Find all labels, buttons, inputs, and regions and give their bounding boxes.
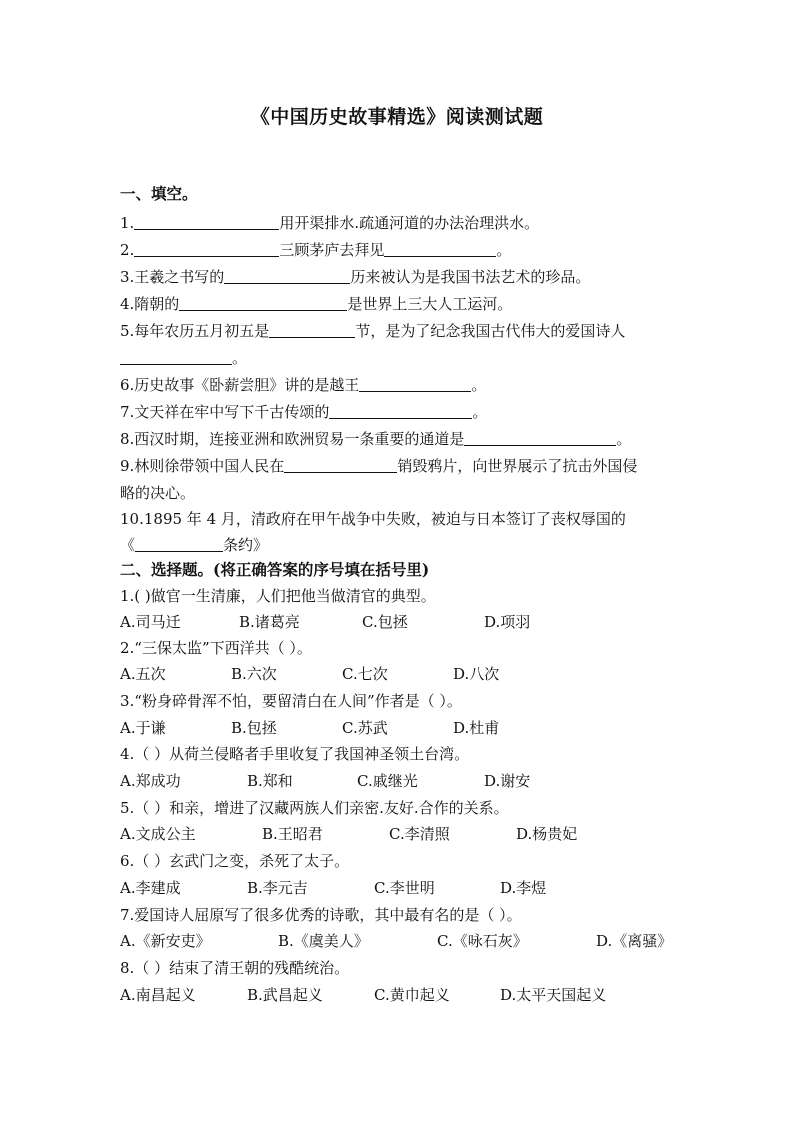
q2-blank-2[interactable]: [384, 240, 496, 257]
q2-blank-1[interactable]: [134, 240, 279, 257]
mc2-option-d[interactable]: D.八次: [453, 665, 500, 683]
mc7-option-a[interactable]: A.《新安吏》: [120, 932, 211, 950]
mc4-option-d[interactable]: D.谢安: [484, 772, 531, 790]
q10-open: 《: [120, 536, 136, 554]
mc-question-4: 4.（ ）从荷兰侵略者手里收复了我国神圣领土台湾。: [120, 745, 470, 763]
mc3-option-c[interactable]: C.苏武: [342, 719, 388, 737]
q10-blank[interactable]: [135, 535, 223, 552]
q3-blank[interactable]: [224, 267, 350, 284]
mc7-option-c[interactable]: C.《咏石灰》: [437, 932, 528, 950]
mc5-option-c[interactable]: C.李清照: [389, 825, 450, 843]
mc-question-7: 7.爱国诗人屈原写了很多优秀的诗歌，其中最有名的是（ ）。: [120, 906, 522, 924]
mc-question-8: 8.（ ）结束了清王朝的残酷统治。: [120, 959, 350, 977]
q2-number: 2.: [120, 241, 135, 259]
question-9-continued: 略的决心。: [120, 484, 196, 502]
mc7-option-d[interactable]: D.《离骚》: [596, 932, 673, 950]
mc2-option-a[interactable]: A.五次: [120, 665, 166, 683]
mc3-option-a[interactable]: A.于谦: [120, 719, 166, 737]
q9-text-end: 销毁鸦片，向世界展示了抗击外国侵: [397, 457, 638, 475]
question-8: [120, 428, 631, 450]
section-heading-multiple-choice: 二、选择题。(将正确答案的序号填在括号里): [120, 560, 430, 579]
mc1-option-d[interactable]: D.项羽: [484, 613, 531, 631]
q3-text-end: 历来被认为是我国书法艺术的珍品。: [350, 268, 591, 286]
mc1-option-b[interactable]: B.诸葛亮: [239, 613, 300, 631]
question-2: [120, 239, 511, 261]
mc-options-5: [120, 823, 720, 845]
q1-text: 用开渠排水.疏通河道的办法治理洪水。: [279, 214, 540, 232]
q8-blank[interactable]: [464, 429, 616, 446]
mc7-option-b[interactable]: B.《虞美人》: [278, 932, 369, 950]
mc6-option-d[interactable]: D.李煜: [500, 879, 547, 897]
mc-options-4: [120, 770, 720, 792]
q5-text: 5.每年农历五月初五是: [120, 322, 270, 340]
mc-options-1: [120, 611, 720, 633]
mc2-option-b[interactable]: B.六次: [231, 665, 277, 683]
section-heading-fill-in: 一、填空。: [120, 184, 198, 203]
q2-end: 。: [496, 241, 512, 259]
mc8-option-d[interactable]: D.太平天国起义: [500, 986, 607, 1004]
question-5-continued: [120, 347, 247, 369]
mc4-option-c[interactable]: C.戚继光: [357, 772, 418, 790]
mc2-option-c[interactable]: C.七次: [342, 665, 388, 683]
q5-blank-2[interactable]: [120, 348, 232, 365]
q1-number: 1.: [120, 214, 135, 232]
q7-end: 。: [472, 403, 488, 421]
q7-blank[interactable]: [329, 402, 472, 419]
question-10: 10.1895 年 4 月，清政府在甲午战争中失败，被迫与日本签订了丧权辱国的: [120, 510, 626, 528]
mc8-option-a[interactable]: A.南昌起义: [120, 986, 196, 1004]
q1-blank[interactable]: [134, 213, 279, 230]
mc-options-7: [120, 930, 720, 952]
q6-text: 6.历史故事《卧薪尝胆》讲的是越王: [120, 376, 360, 394]
q10-end: 条约》: [223, 536, 269, 554]
q5-blank-1[interactable]: [269, 321, 355, 338]
q4-blank[interactable]: [179, 294, 347, 311]
q4-text: 4.隋朝的: [120, 295, 180, 313]
mc-options-8: [120, 984, 720, 1006]
page-title: 《中国历史故事精选》阅读测试题: [250, 106, 544, 128]
mc3-option-b[interactable]: B.包拯: [231, 719, 277, 737]
question-1: [120, 212, 539, 234]
q2-text: 三顾茅庐去拜见: [279, 241, 385, 259]
mc5-option-a[interactable]: A.文成公主: [120, 825, 196, 843]
mc8-option-b[interactable]: B.武昌起义: [247, 986, 323, 1004]
q6-end: 。: [471, 376, 487, 394]
q4-text-end: 是世界上三大人工运河。: [347, 295, 513, 313]
mc-question-3: 3.“粉身碎骨浑不怕，要留清白在人间”作者是（ ）。: [120, 692, 462, 710]
question-9: [120, 455, 637, 477]
question-10-continued: [120, 534, 268, 556]
mc3-option-d[interactable]: D.杜甫: [453, 719, 500, 737]
mc-question-1: 1.( )做官一生清廉，人们把他当做清官的典型。: [120, 587, 436, 605]
question-4: [120, 293, 512, 315]
question-6: [120, 374, 486, 396]
mc5-option-b[interactable]: B.王昭君: [262, 825, 323, 843]
mc-options-2: [120, 663, 720, 685]
mc1-option-c[interactable]: C.包拯: [362, 613, 408, 631]
question-3: [120, 266, 590, 288]
q3-text: 3.王羲之书写的: [120, 268, 225, 286]
q8-end: 。: [616, 430, 632, 448]
q5-text-mid: 节，是为了纪念我国古代伟大的爱国诗人: [355, 322, 626, 340]
mc6-option-b[interactable]: B.李元吉: [247, 879, 308, 897]
mc-question-2: 2.“三保太监”下西洋共（ ）。: [120, 639, 312, 657]
question-7: [120, 401, 487, 423]
mc4-option-b[interactable]: B.郑和: [247, 772, 293, 790]
mc4-option-a[interactable]: A.郑成功: [120, 772, 181, 790]
mc-question-5: 5.（ ）和亲，增进了汉藏两族人们亲密.友好.合作的关系。: [120, 799, 509, 817]
q7-text: 7.文天祥在牢中写下千古传颂的: [120, 403, 330, 421]
mc-options-3: [120, 717, 720, 739]
q5-end: 。: [232, 349, 248, 367]
mc1-option-a[interactable]: A.司马迁: [120, 613, 181, 631]
mc5-option-d[interactable]: D.杨贵妃: [516, 825, 578, 843]
mc-question-6: 6.（ ）玄武门之变，杀死了太子。: [120, 852, 350, 870]
mc8-option-c[interactable]: C.黄巾起义: [374, 986, 450, 1004]
question-5: [120, 320, 625, 342]
mc-options-6: [120, 877, 720, 899]
q9-blank[interactable]: [284, 456, 397, 473]
q9-text: 9.林则徐带领中国人民在: [120, 457, 285, 475]
q6-blank[interactable]: [359, 375, 471, 392]
mc6-option-c[interactable]: C.李世明: [374, 879, 435, 897]
q8-text: 8.西汉时期，连接亚洲和欧洲贸易一条重要的通道是: [120, 430, 465, 448]
mc6-option-a[interactable]: A.李建成: [120, 879, 181, 897]
